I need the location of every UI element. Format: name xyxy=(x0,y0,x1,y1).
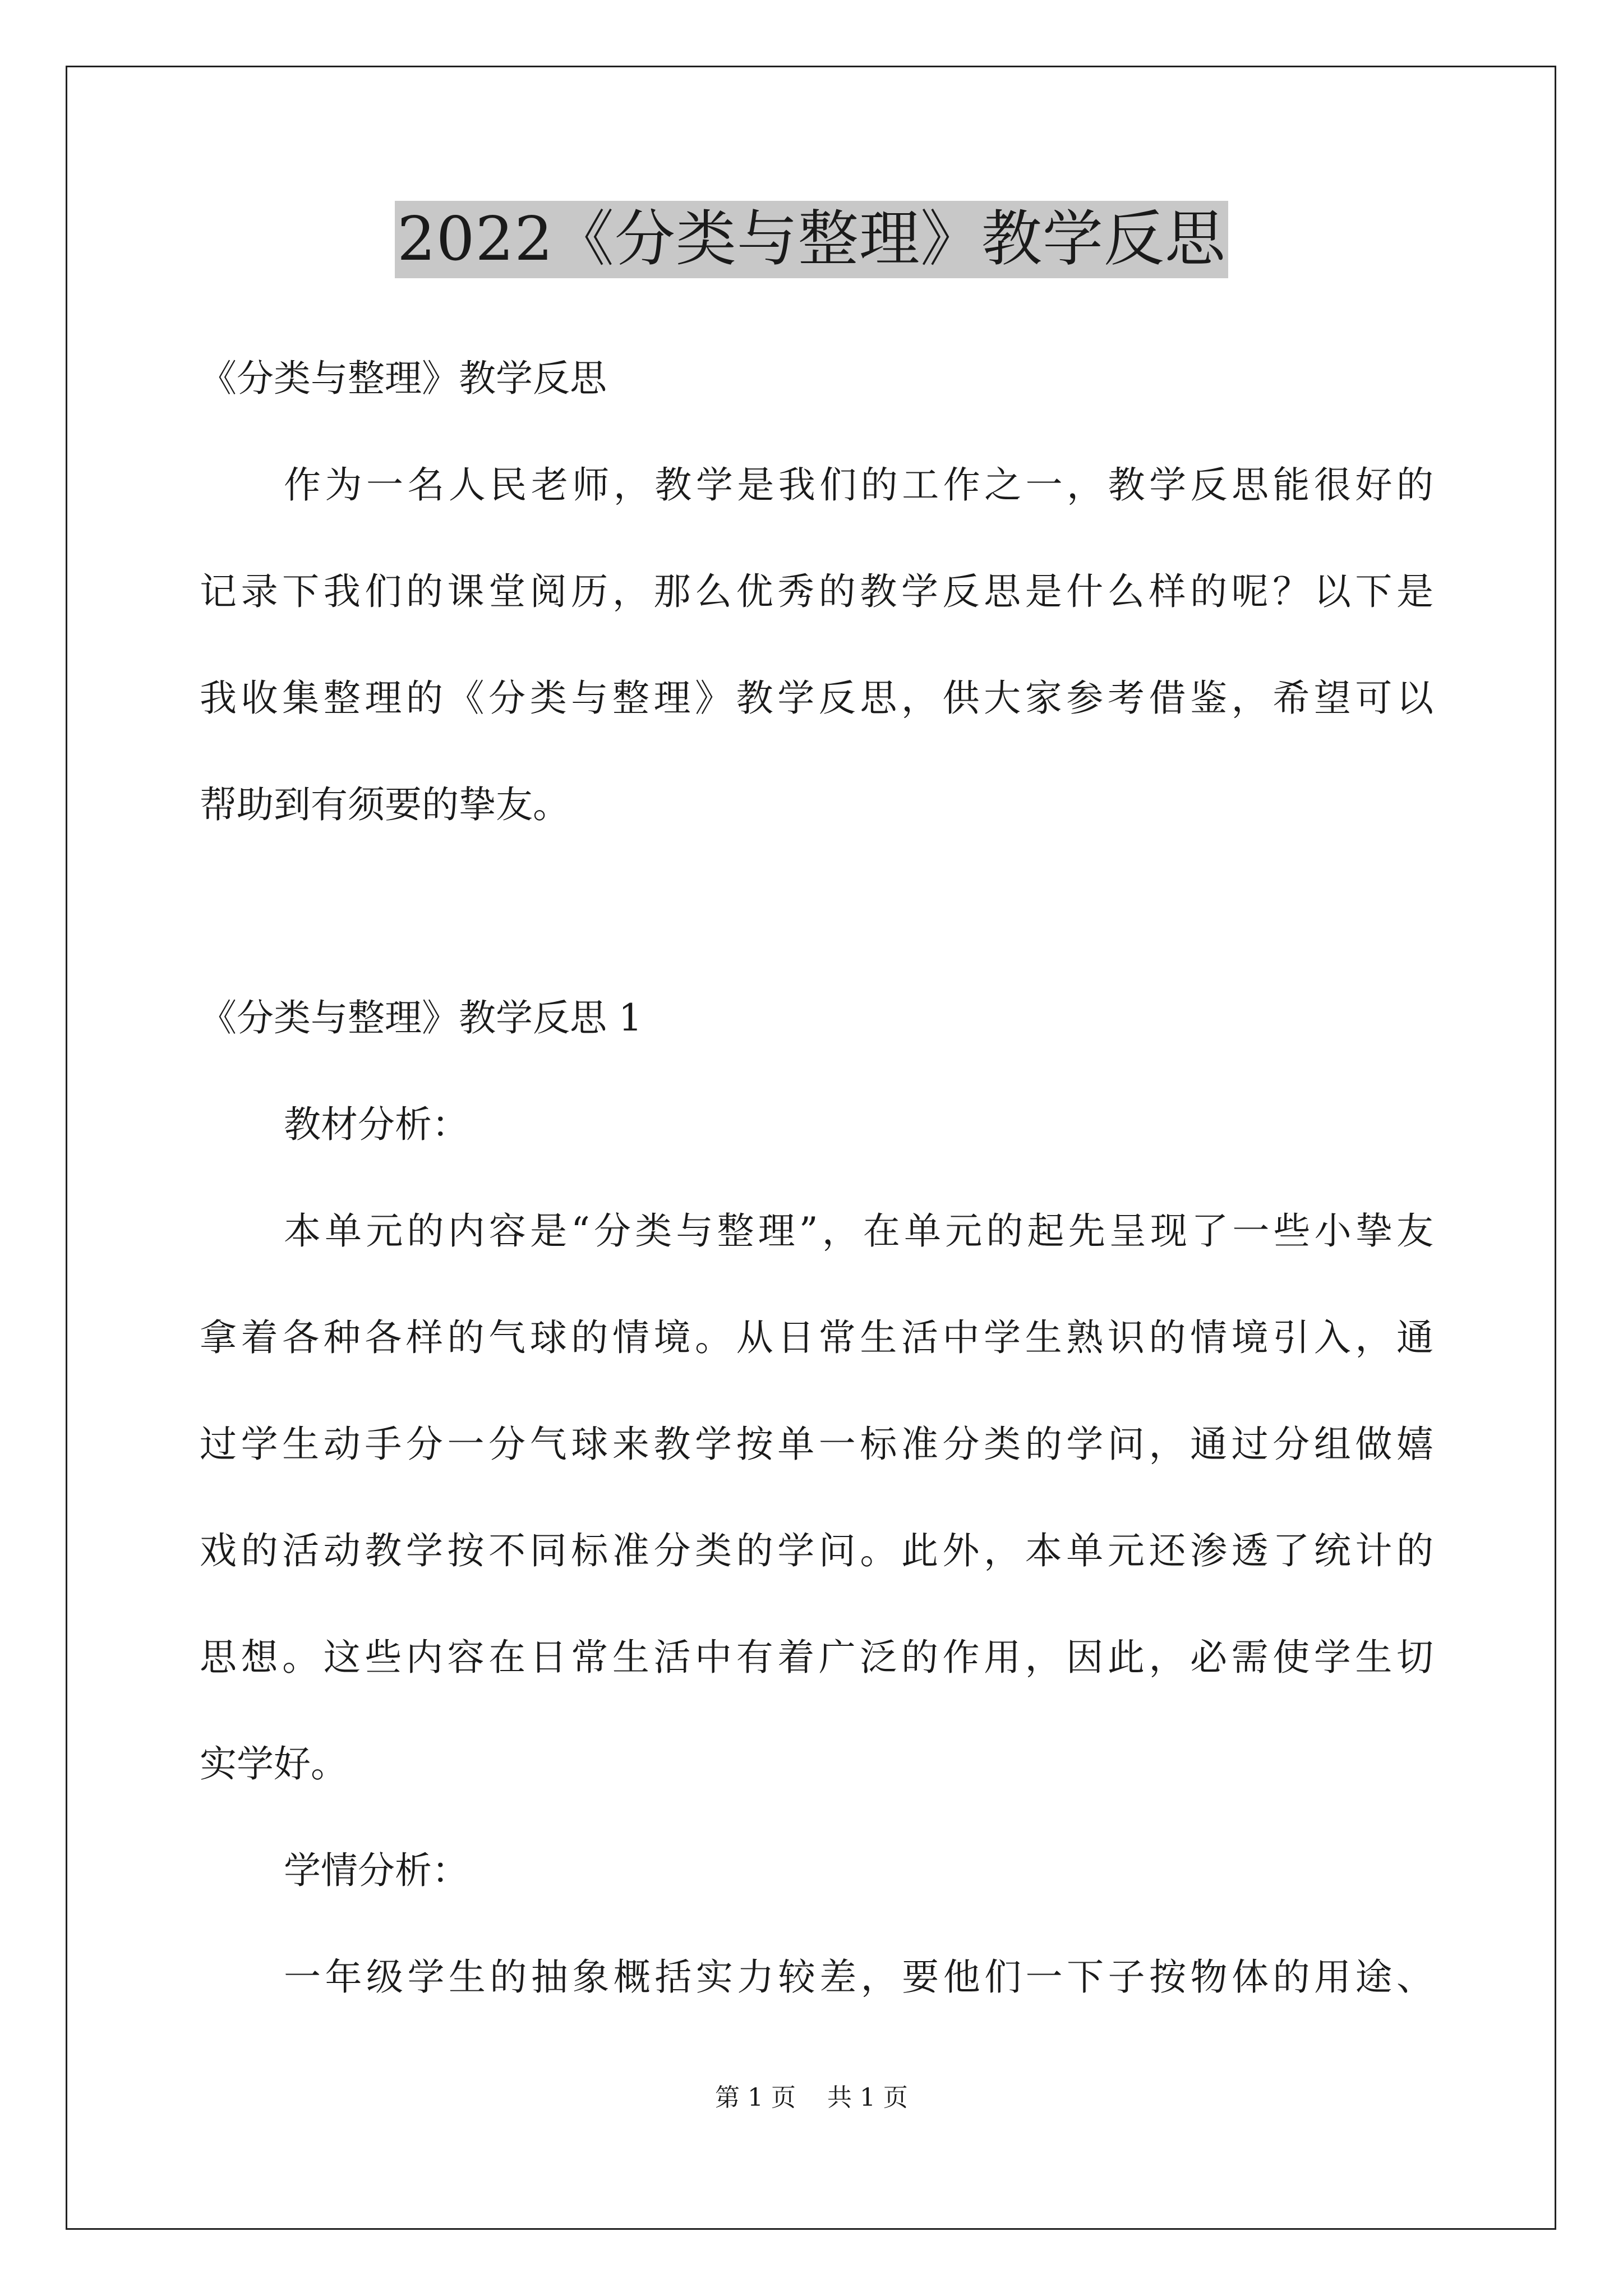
material-heading: 教材分析： xyxy=(284,1103,469,1146)
material-line: 思想。这些内容在日常生活中有着广泛的作用，因此，必需使学生切 xyxy=(200,1636,1433,1679)
intro-line: 帮助到有须要的挚友。 xyxy=(200,783,570,826)
intro-line: 我收集整理的《分类与整理》教学反思，供大家参考借鉴，希望可以 xyxy=(200,677,1433,720)
material-line: 实学好。 xyxy=(200,1742,348,1786)
material-line: 过学生动手分一分气球来教学按单一标准分类的学问，通过分组做嬉 xyxy=(200,1423,1433,1466)
intro-line: 作为一名人民老师，教学是我们的工作之一，教学反思能很好的 xyxy=(284,463,1433,507)
intro-line: 记录下我们的课堂阅历，那么优秀的教学反思是什么样的呢？以下是 xyxy=(200,570,1433,613)
section-heading: 《分类与整理》教学反思 1 xyxy=(200,996,642,1039)
material-line: 本单元的内容是“分类与整理”，在单元的起先呈现了一些小挚友 xyxy=(284,1209,1433,1253)
student-line: 一年级学生的抽象概括实力较差，要他们一下子按物体的用途、 xyxy=(284,1955,1433,1999)
title-container xyxy=(0,201,1623,278)
student-heading: 学情分析： xyxy=(284,1849,469,1892)
page-footer: 第 1 页 共 1 页 xyxy=(715,2083,908,2112)
document-subtitle: 《分类与整理》教学反思 xyxy=(200,357,607,400)
document-title: 2022《分类与整理》教学反思 xyxy=(395,201,1228,278)
material-line: 戏的活动教学按不同标准分类的学问。此外，本单元还渗透了统计的 xyxy=(200,1529,1433,1572)
material-line: 拿着各种各样的气球的情境。从日常生活中学生熟识的情境引入，通 xyxy=(200,1316,1433,1359)
